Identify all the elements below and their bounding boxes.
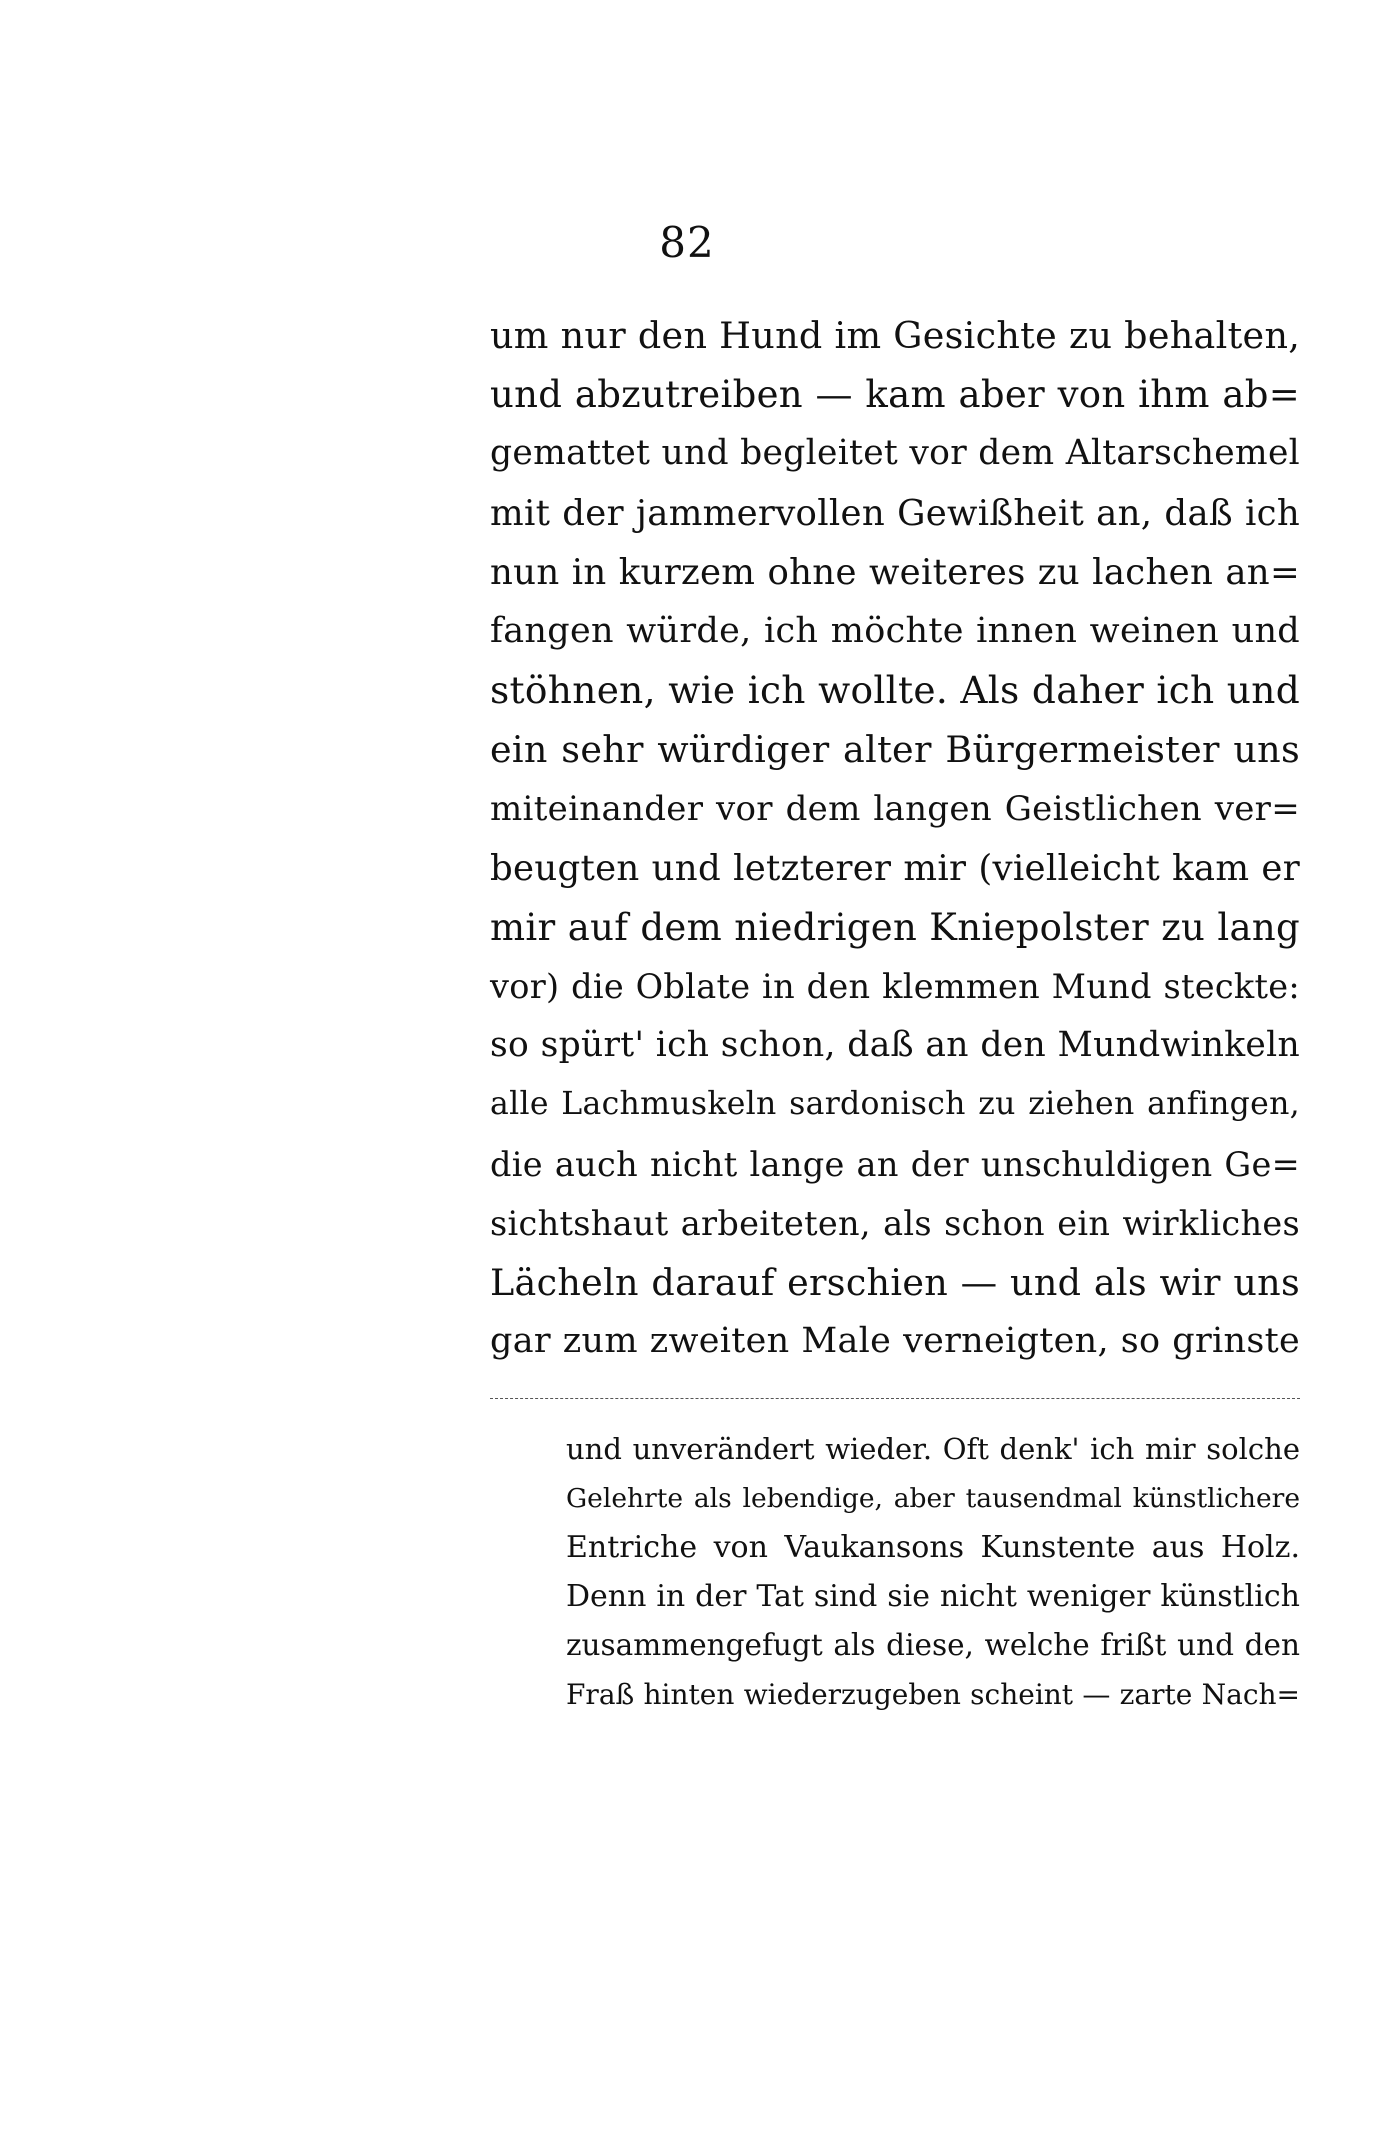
text-line: sichtshaut arbeiteten, als schon ein wirkliches	[490, 1203, 1300, 1243]
text-line: und abzutreiben — kam aber von ihm ab=	[490, 373, 1300, 417]
text-line: mir auf dem niedrigen Kniepolster zu lang	[490, 905, 1300, 949]
footnote-block	[566, 1425, 1300, 1719]
text-line: Lächeln darauf erschien — und als wir uns	[490, 1261, 1300, 1304]
text-line: miteinander vor dem langen Geistlichen ver=	[490, 788, 1300, 829]
footnote-line: Denn in der Tat sind sie nicht weniger künstlich	[566, 1579, 1300, 1614]
text-line: beugten und letzterer mir (vielleicht kam er	[490, 847, 1300, 889]
footnote-line: Gelehrte als lebendige, aber tausendmal künstlichere	[566, 1483, 1300, 1514]
page-number: 82	[659, 218, 715, 267]
text-line: nun in kurzem ohne weiteres zu lachen an=	[490, 551, 1300, 593]
footnote-line: zusammengefugt als diese, welche frißt und den	[566, 1628, 1300, 1662]
text-line: alle Lachmuskeln sardonisch zu ziehen anfingen,	[490, 1086, 1300, 1123]
text-line: vor) die Oblate in den klemmen Mund steckte:	[490, 967, 1300, 1007]
text-line: mit der jammervollen Gewißheit an, daß ich	[490, 492, 1300, 534]
footnote-line: und unverändert wieder. Oft denk' ich mir solche	[566, 1432, 1300, 1466]
text-line: fangen würde, ich möchte innen weinen und	[490, 610, 1300, 651]
footnote-divider	[490, 1398, 1300, 1399]
text-line: die auch nicht lange an der unschuldigen Ge=	[490, 1144, 1300, 1184]
text-line: stöhnen, wie ich wollte. Als daher ich und	[490, 668, 1300, 713]
text-line: so spürt' ich schon, daß an den Mundwinkeln	[490, 1025, 1300, 1066]
footnote-line: Entriche von Vaukansons Kunstente aus Holz.	[566, 1530, 1300, 1565]
footnote-line: Fraß hinten wiederzugeben scheint — zarte Nach=	[566, 1678, 1300, 1711]
text-line: ein sehr würdiger alter Bürgermeister uns	[490, 728, 1300, 772]
text-line: um nur den Hund im Gesichte zu behalten,	[490, 314, 1301, 357]
text-line: gemattet und begleitet vor dem Altarschemel	[490, 433, 1300, 474]
text-line: gar zum zweiten Male verneigten, so grinste	[490, 1321, 1300, 1362]
main-text-block	[490, 306, 1300, 1371]
